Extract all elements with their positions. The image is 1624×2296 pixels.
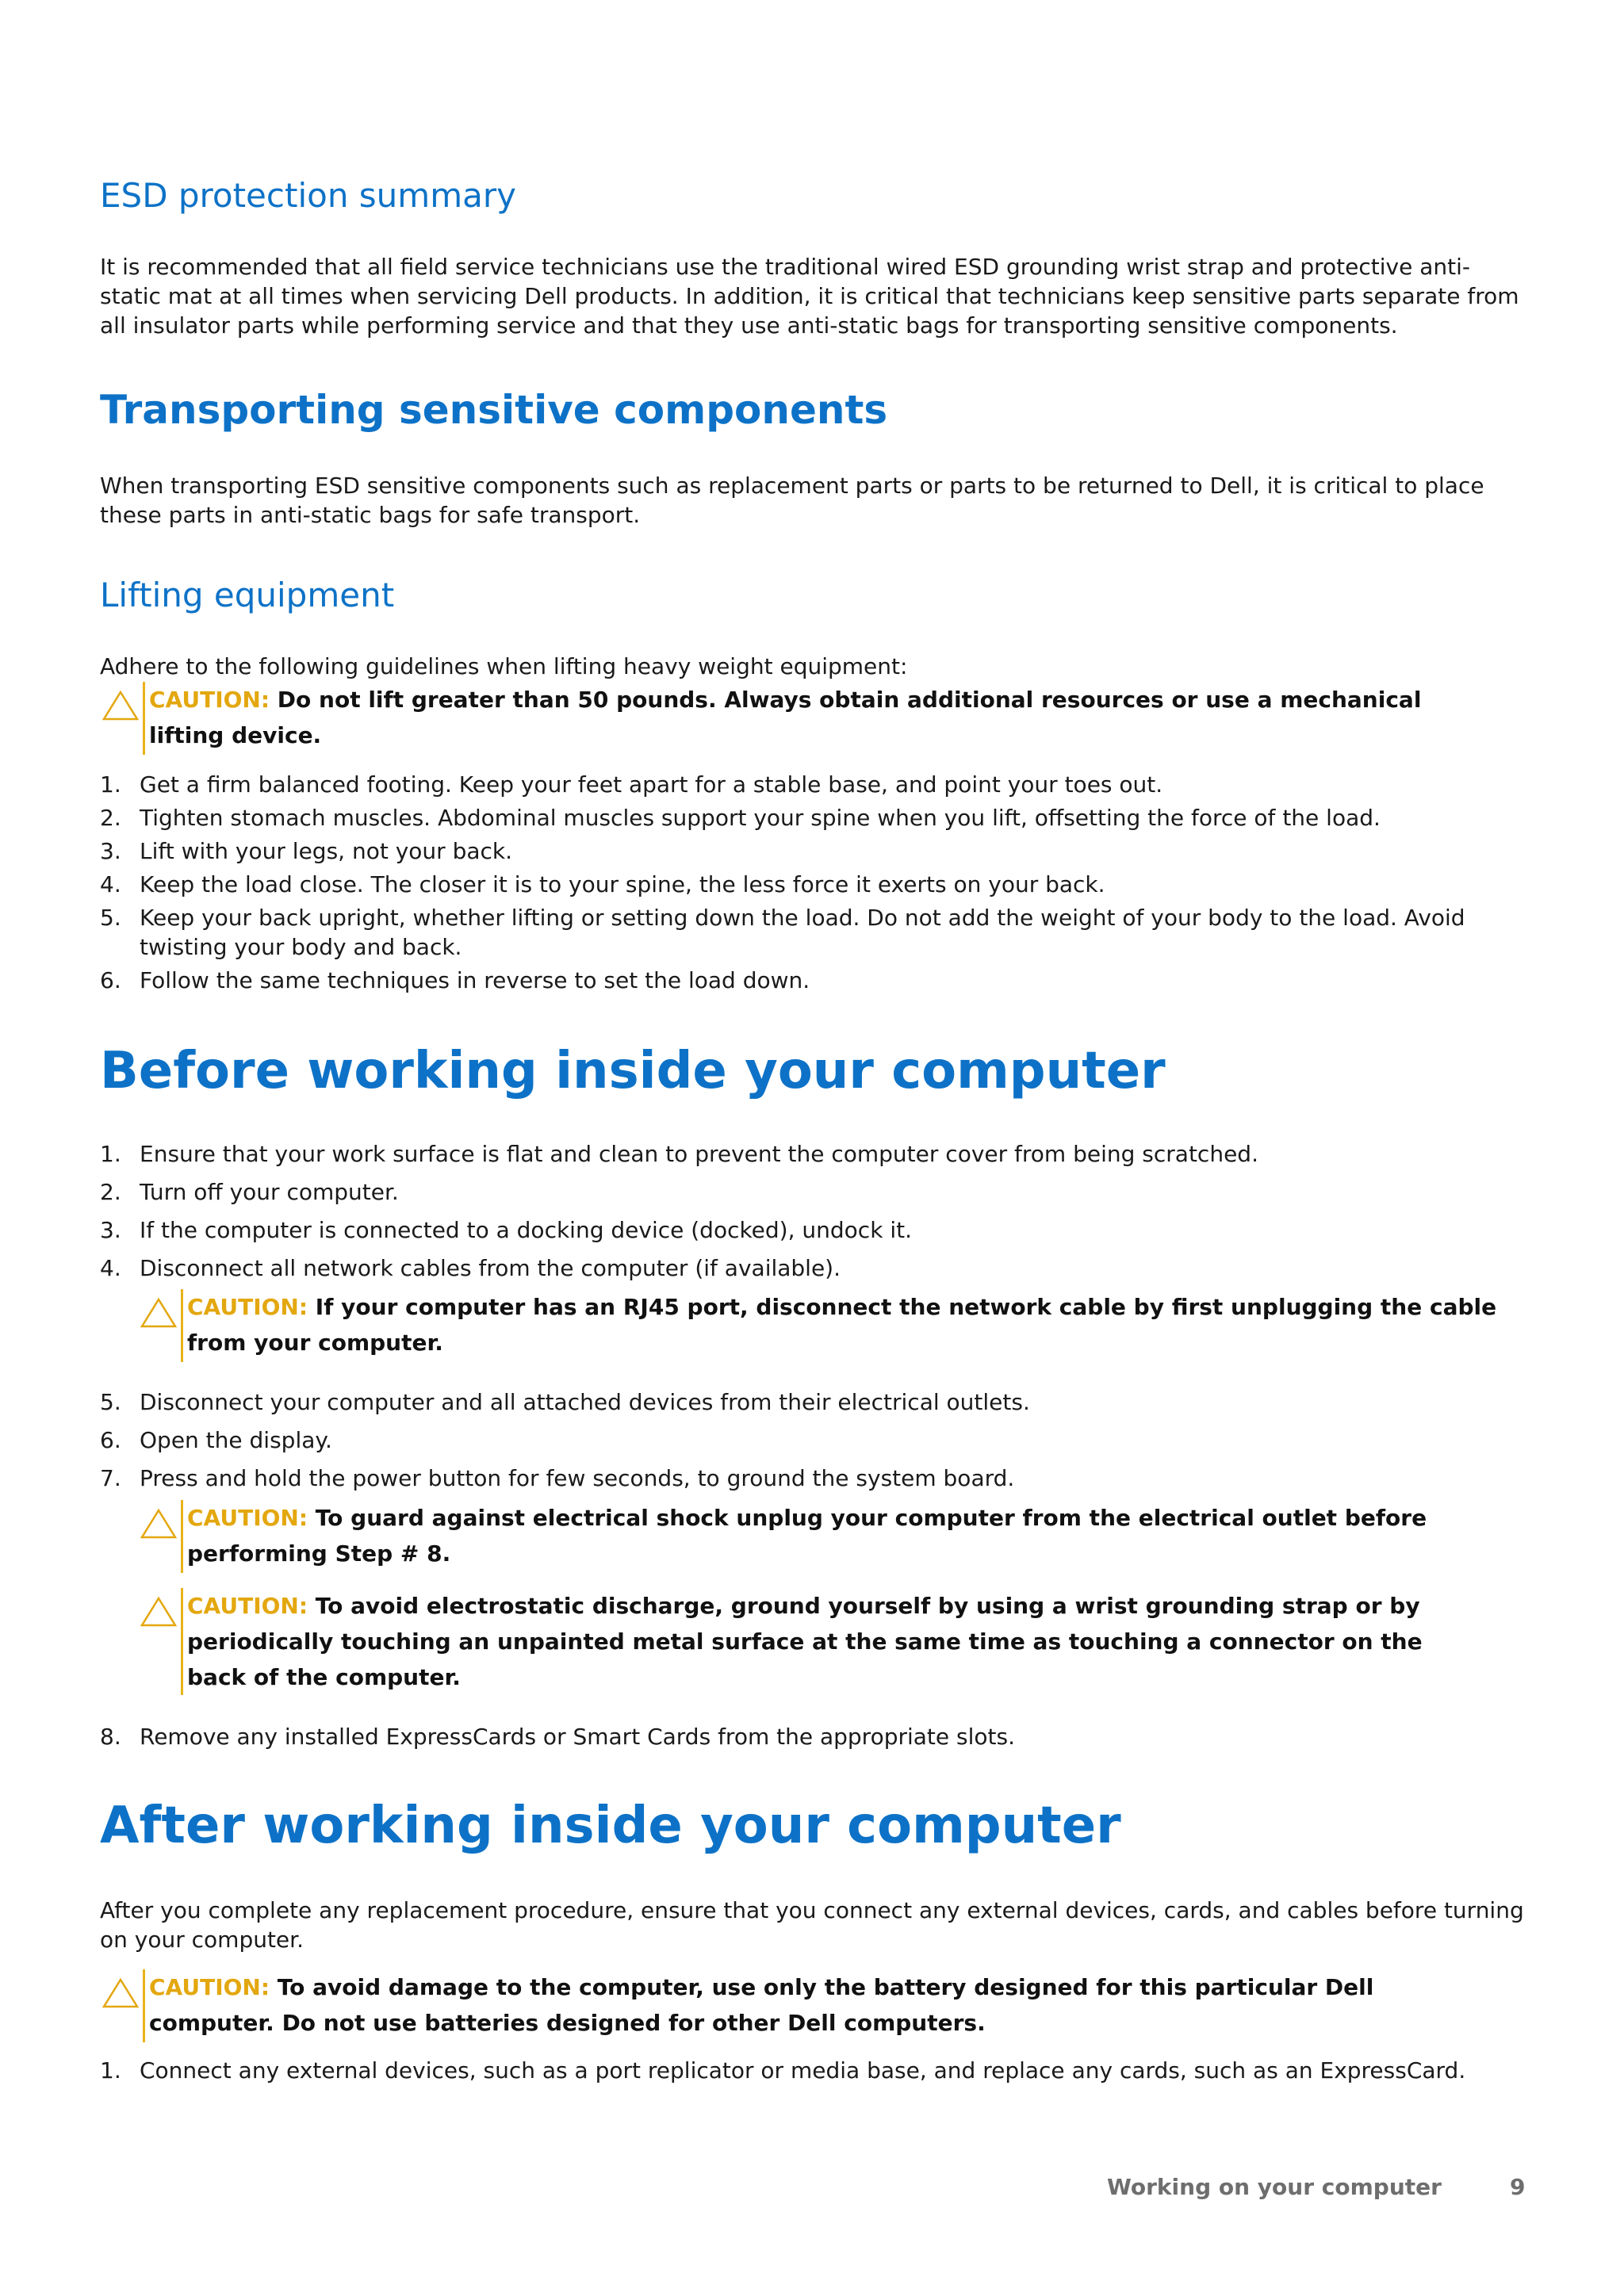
- caution-message: If your computer has an RJ45 port, disconnect the network cable by first unplugging the cable from your computer.: [187, 1294, 1497, 1356]
- caution-box-rj45: [140, 1289, 1535, 1362]
- caution-box-esd: [140, 1588, 1535, 1695]
- caution-box-battery: [102, 1969, 1497, 2042]
- list-item-number: 1.: [100, 2057, 121, 2084]
- list-item: [100, 1722, 1527, 1751]
- list-item-text: Keep your back upright, whether lifting or setting down the load. Do not add the weight of your body to the load. Avoid twisting your body and back.: [140, 905, 1465, 960]
- list-item-text: Turn off your computer.: [140, 1179, 399, 1205]
- after-body: After you complete any replacement procedure, ensure that you connect any external devices, cards, and cables before turning on your computer.: [100, 1897, 1524, 1953]
- list-item: [100, 1387, 1527, 1417]
- list-item-number: 8.: [100, 1724, 121, 1750]
- caution-bar: [181, 1588, 183, 1695]
- caution-message: Do not lift greater than 50 pounds. Always obtain additional resources or use a mechanical lifting device.: [149, 687, 1422, 748]
- transporting-heading: Transporting sensitive components: [100, 387, 888, 433]
- caution-label: CAUTION:: [149, 1974, 270, 2000]
- lifting-steps: [100, 770, 1527, 999]
- list-item-number: 6.: [100, 1427, 121, 1453]
- caution-text: [187, 1500, 1503, 1571]
- list-item-number: 4.: [100, 871, 121, 897]
- caution-label: CAUTION:: [187, 1505, 308, 1531]
- list-item-number: 5.: [100, 1389, 121, 1415]
- list-item-text: Keep the load close. The closer it is to your spine, the less force it exerts on your back.: [140, 871, 1105, 897]
- caution-triangle-icon: [102, 690, 140, 721]
- list-item-text: Connect any external devices, such as a port replicator or media base, and replace any cards, such as an ExpressCard.: [140, 2057, 1466, 2084]
- caution-triangle-icon: [102, 1977, 140, 2009]
- after-heading: After working inside your computer: [100, 1797, 1121, 1855]
- list-item: [100, 803, 1527, 832]
- caution-label: CAUTION:: [187, 1593, 308, 1619]
- list-item-number: 6.: [100, 967, 121, 993]
- caution-triangle-icon: [140, 1596, 178, 1628]
- list-item-number: 1.: [100, 1141, 121, 1167]
- caution-label: CAUTION:: [187, 1294, 308, 1320]
- list-item-number: 7.: [100, 1465, 121, 1491]
- list-item-text: Open the display.: [140, 1427, 332, 1453]
- caution-triangle-icon: [140, 1297, 178, 1329]
- caution-triangle-icon: [140, 1508, 178, 1540]
- list-item-number: 3.: [100, 1217, 121, 1243]
- list-item: [100, 836, 1527, 866]
- list-item-number: 4.: [100, 1255, 121, 1281]
- list-item-text: Remove any installed ExpressCards or Smart Cards from the appropriate slots.: [140, 1724, 1016, 1750]
- list-item-text: Tighten stomach muscles. Abdominal muscles support your spine when you lift, offsetting the force of the load.: [140, 805, 1381, 831]
- footer-page-number: 9: [1510, 2174, 1526, 2200]
- list-item-text: Follow the same techniques in reverse to set the load down.: [140, 967, 810, 993]
- list-item: [100, 870, 1527, 899]
- esd-summary-heading: ESD protection summary: [100, 176, 516, 215]
- caution-bar: [181, 1289, 183, 1362]
- list-item: [100, 966, 1527, 995]
- caution-message: To avoid damage to the computer, use only the battery designed for this particular Dell computer. Do not use batteries designed for other Dell computers.: [149, 1974, 1374, 2036]
- after-steps: [100, 2056, 1527, 2085]
- list-item-text: Disconnect all network cables from the computer (if available).: [140, 1255, 841, 1281]
- caution-text: [187, 1588, 1472, 1695]
- list-item: [100, 2056, 1527, 2085]
- list-item-text: Get a firm balanced footing. Keep your feet apart for a stable base, and point your toes out.: [140, 771, 1163, 798]
- caution-box-lifting: [102, 682, 1497, 755]
- caution-label: CAUTION:: [149, 687, 270, 713]
- list-item: [100, 1425, 1527, 1455]
- caution-message: To guard against electrical shock unplug your computer from the electrical outlet before performing Step # 8.: [187, 1505, 1427, 1567]
- list-item: [100, 1177, 1527, 1207]
- list-item-text: If the computer is connected to a docking device (docked), undock it.: [140, 1217, 912, 1243]
- list-item: [100, 1253, 1527, 1283]
- list-item-number: 5.: [100, 905, 121, 931]
- list-item: [100, 1215, 1527, 1245]
- list-item-number: 2.: [100, 1179, 121, 1205]
- esd-summary-body: It is recommended that all field service technicians use the traditional wired ESD grounding wrist strap and protective anti-static mat at all times when servicing Dell products. In addition, it is critical that technicians keep sensitive parts separate from all insulator parts while performing service and that they use anti-static bags for transporting sensitive components.: [100, 254, 1519, 339]
- caution-box-shock: [140, 1500, 1535, 1573]
- caution-text: [149, 682, 1497, 753]
- list-item: [100, 1464, 1527, 1493]
- transporting-body: When transporting ESD sensitive components such as replacement parts or parts to be returned to Dell, it is critical to place these parts in anti-static bags for safe transport.: [100, 473, 1484, 528]
- before-step-8: [100, 1722, 1527, 1751]
- lifting-heading: Lifting equipment: [100, 576, 395, 614]
- list-item-number: 1.: [100, 771, 121, 798]
- caution-bar: [143, 1969, 145, 2042]
- list-item-text: Lift with your legs, not your back.: [140, 838, 513, 864]
- before-heading: Before working inside your computer: [100, 1042, 1166, 1100]
- lifting-intro: Adhere to the following guidelines when lifting heavy weight equipment:: [100, 653, 908, 679]
- before-steps-1-4: [100, 1139, 1527, 1292]
- list-item-text: Disconnect your computer and all attached devices from their electrical outlets.: [140, 1389, 1030, 1415]
- caution-bar: [143, 682, 145, 755]
- list-item-text: Ensure that your work surface is flat and clean to prevent the computer cover from being scratched.: [140, 1141, 1258, 1167]
- caution-text: [149, 1969, 1505, 2041]
- list-item-number: 2.: [100, 805, 121, 831]
- list-item: [100, 1139, 1527, 1169]
- caution-text: [187, 1289, 1503, 1360]
- caution-message: To avoid electrostatic discharge, ground yourself by using a wrist grounding strap or by periodically touching an unpainted metal surface at the same time as touching a connector on the back of the computer.: [187, 1593, 1423, 1690]
- list-item-number: 3.: [100, 838, 121, 864]
- list-item: [100, 903, 1527, 962]
- list-item: [100, 770, 1527, 799]
- before-steps-5-7: [100, 1387, 1527, 1502]
- footer-section-title: Working on your computer: [1107, 2174, 1442, 2200]
- caution-bar: [181, 1500, 183, 1573]
- list-item-text: Press and hold the power button for few seconds, to ground the system board.: [140, 1465, 1015, 1491]
